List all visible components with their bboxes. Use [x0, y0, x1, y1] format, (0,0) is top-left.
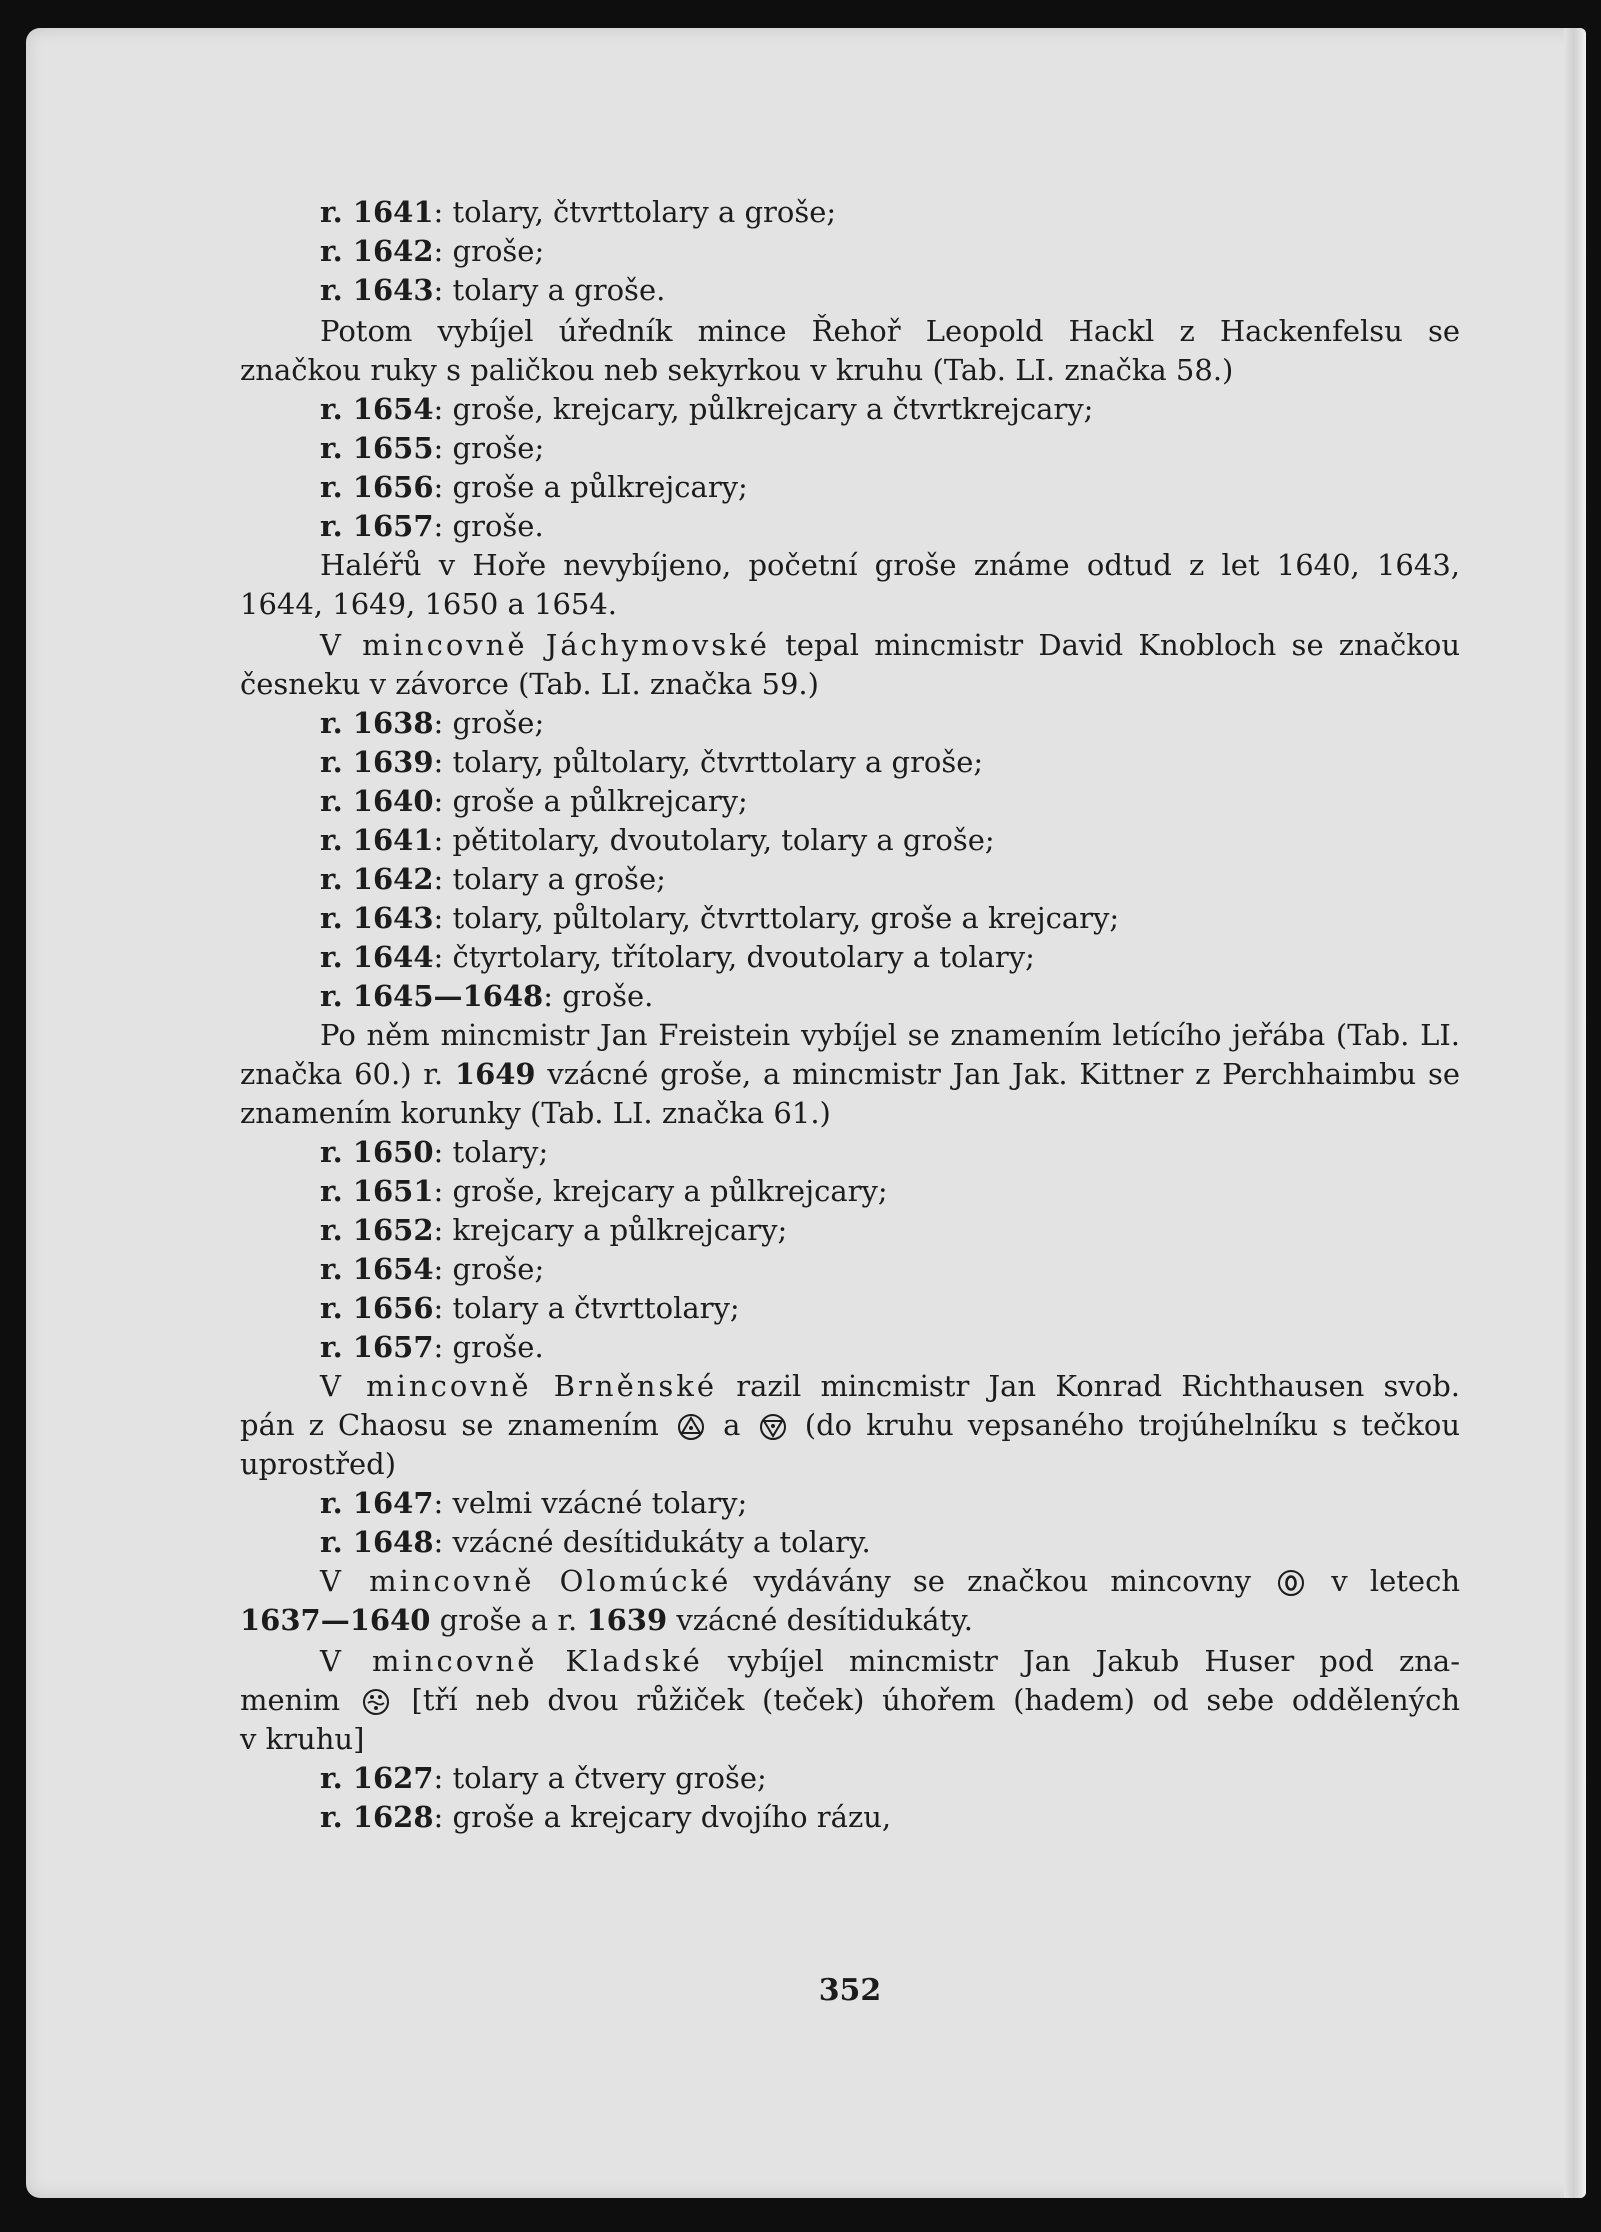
- scanned-page: [26, 28, 1586, 2198]
- paragraph-line: Potom vybíjel úředník mince Řehoř Leopold Hackl z Hackenfelsu se: [320, 314, 1460, 348]
- entry-text: : tolary, čtvrttolary a groše;: [433, 195, 837, 229]
- triangle-down-in-circle-icon: [759, 1413, 787, 1441]
- mint-name: V mincovně Jáchymovské: [320, 628, 770, 662]
- entry-year: r. 1640: [320, 784, 434, 818]
- paragraph-line: [240, 1642, 1460, 1681]
- page-number: 352: [818, 1973, 882, 2008]
- paragraph-line: Haléřů v Hoře nevybíjeno, početní groše známe odtud z let 1640, 1643,: [320, 548, 1460, 582]
- entry-text: : tolary a groše.: [433, 273, 666, 307]
- entry-year: r. 1641: [320, 823, 434, 857]
- entry-line: [240, 1328, 1460, 1367]
- entry-line: [240, 821, 1460, 860]
- entry-year: r. 1647: [320, 1486, 434, 1520]
- o-in-circle-icon: [1277, 1569, 1305, 1597]
- entry-year: r. 1650: [320, 1135, 434, 1169]
- paragraph-text: (do kruhu vepsaného trojúhelníku s tečkou: [804, 1408, 1461, 1442]
- entry-text: : groše;: [433, 1252, 545, 1286]
- entry-line: [240, 1759, 1460, 1798]
- entry-text: : groše a půlkrejcary;: [433, 784, 748, 818]
- entry-text: : groše, krejcary a půlkrejcary;: [433, 1174, 888, 1208]
- entry-year: r. 1641: [320, 195, 434, 229]
- entry-year: r. 1642: [320, 234, 434, 268]
- entry-line: [240, 977, 1460, 1016]
- entry-year: r. 1657: [320, 1330, 434, 1364]
- entry-year: r. 1643: [320, 273, 434, 307]
- entry-year: r. 1642: [320, 862, 434, 896]
- paragraph-line: uprostřed): [240, 1447, 397, 1481]
- entry-year: r. 1652: [320, 1213, 434, 1247]
- entry-line: [240, 1798, 1460, 1837]
- mint-name: V mincovně Olomúcké: [320, 1564, 732, 1598]
- paragraph-text: vzácné groše, a mincmistr Jan Jak. Kittner z Perchhaimbu se: [547, 1057, 1460, 1091]
- entry-text: : tolary a čtvery groše;: [433, 1761, 767, 1795]
- mint-name: V mincovně Kladské: [320, 1644, 703, 1678]
- entry-line: [240, 1523, 1460, 1562]
- entry-text: : pětitolary, dvoutolary, tolary a groše;: [433, 823, 995, 857]
- entry-text: : groše a půlkrejcary;: [433, 470, 748, 504]
- paragraph-text: v letech: [1331, 1564, 1460, 1598]
- paragraph-line: česneku v závorce (Tab. LI. značka 59.): [240, 667, 819, 701]
- paragraph-line: Po něm mincmistr Jan Freistein vybíjel se znamením letícího jeřába (Tab. LI.: [320, 1018, 1460, 1052]
- entry-year: r. 1627: [320, 1761, 434, 1795]
- entry-line: [240, 743, 1460, 782]
- entry-text: : tolary, půltolary, čtvrttolary a groše;: [433, 745, 984, 779]
- entry-year: r. 1656: [320, 1291, 434, 1325]
- inline-year: 1649: [454, 1057, 536, 1091]
- paragraph-text: groše a r.: [439, 1603, 578, 1637]
- paragraph-text: vybíjel mincmistr Jan Jakub Huser pod zna-: [727, 1644, 1461, 1678]
- entry-year: r. 1656: [320, 470, 434, 504]
- entry-text: : tolary;: [433, 1135, 549, 1169]
- entry-text: : čtyrtolary, třítolary, dvoutolary a tolary;: [433, 940, 1035, 974]
- entry-year: r. 1648: [320, 1525, 434, 1559]
- entry-text: : groše, krejcary, půlkrejcary a čtvrtkrejcary;: [433, 392, 1094, 426]
- entry-year: r. 1657: [320, 509, 434, 543]
- paragraph-text: a: [723, 1408, 741, 1442]
- entry-text: : groše;: [433, 234, 545, 268]
- entry-line: [240, 1133, 1460, 1172]
- entry-year: r. 1644: [320, 940, 434, 974]
- paragraph-line: [240, 1406, 1460, 1445]
- entry-text: : groše.: [433, 1330, 544, 1364]
- entry-text: : groše a krejcary dvojího rázu,: [433, 1800, 892, 1834]
- entry-line: [240, 193, 1460, 232]
- entry-line: [240, 938, 1460, 977]
- triangle-up-in-circle-icon: [677, 1413, 705, 1441]
- entry-text: : velmi vzácné tolary;: [433, 1486, 748, 1520]
- entry-line: [240, 782, 1460, 821]
- paragraph-text: tepal mincmistr David Knobloch se značkou: [785, 628, 1461, 662]
- entry-year: r. 1655: [320, 431, 434, 465]
- paragraph-line: 1644, 1649, 1650 a 1654.: [240, 587, 618, 621]
- entry-text: : krejcary a půlkrejcary;: [433, 1213, 788, 1247]
- entry-year: r. 1643: [320, 901, 434, 935]
- entry-year: r. 1645—1648: [320, 979, 544, 1013]
- entry-line: [240, 899, 1460, 938]
- inline-year: 1637—1640: [240, 1603, 431, 1637]
- page-edge-shadow: [1564, 28, 1586, 2198]
- paragraph-text: vydávány se značkou mincovny: [753, 1564, 1252, 1598]
- paragraph-line: [240, 626, 1460, 665]
- entry-year: r. 1638: [320, 706, 434, 740]
- entry-text: : groše.: [543, 979, 654, 1013]
- entry-text: : groše;: [433, 706, 545, 740]
- paragraph-line: značkou ruky s paličkou neb sekyrkou v kruhu (Tab. LI. značka 58.): [240, 353, 1234, 387]
- paragraph-text: [tří neb dvou růžiček (teček) úhořem (hadem) od sebe oddělených: [411, 1683, 1461, 1717]
- paragraph-line: [240, 1055, 1460, 1094]
- entry-text: : groše;: [433, 431, 545, 465]
- entry-line: [240, 1484, 1460, 1523]
- mint-name: V mincovně Brněnské: [320, 1369, 718, 1403]
- entry-line: [240, 704, 1460, 743]
- paragraph-text: značka 60.) r.: [240, 1057, 444, 1091]
- entry-text: : tolary a groše;: [433, 862, 666, 896]
- entry-text: : tolary, půltolary, čtvrttolary, groše a krejcary;: [433, 901, 1120, 935]
- page-text: [240, 193, 1460, 1837]
- entry-line: [240, 1172, 1460, 1211]
- entry-line: [240, 271, 1460, 310]
- paragraph-line: [240, 1601, 1460, 1640]
- entry-text: : tolary a čtvrttolary;: [433, 1291, 740, 1325]
- paragraph-text: menim: [240, 1683, 341, 1717]
- paragraph-line: [240, 1367, 1460, 1406]
- paragraph-text: razil mincmistr Jan Konrad Richthausen svob.: [736, 1369, 1461, 1403]
- paragraph-text: vzácné desítidukáty.: [676, 1603, 973, 1637]
- paragraph-line: v kruhu]: [240, 1722, 365, 1756]
- entry-year: r. 1639: [320, 745, 434, 779]
- entry-text: : vzácné desítidukáty a tolary.: [433, 1525, 871, 1559]
- paragraph-line: znamením korunky (Tab. LI. značka 61.): [240, 1096, 831, 1130]
- roses-in-circle-icon: [362, 1688, 390, 1716]
- paragraph-line: [240, 1562, 1460, 1601]
- entry-line: [240, 1250, 1460, 1289]
- paragraph-text: pán z Chaosu se znamením: [240, 1408, 659, 1442]
- paragraph-line: [240, 1681, 1460, 1720]
- entry-line: [240, 390, 1460, 429]
- inline-year: 1639: [586, 1603, 668, 1637]
- entry-line: [240, 468, 1460, 507]
- entry-line: [240, 232, 1460, 271]
- entry-text: : groše.: [433, 509, 544, 543]
- entry-year: r. 1651: [320, 1174, 434, 1208]
- entry-line: [240, 429, 1460, 468]
- entry-line: [240, 1289, 1460, 1328]
- entry-line: [240, 860, 1460, 899]
- entry-line: [240, 507, 1460, 546]
- entry-line: [240, 1211, 1460, 1250]
- entry-year: r. 1628: [320, 1800, 434, 1834]
- entry-year: r. 1654: [320, 392, 434, 426]
- entry-year: r. 1654: [320, 1252, 434, 1286]
